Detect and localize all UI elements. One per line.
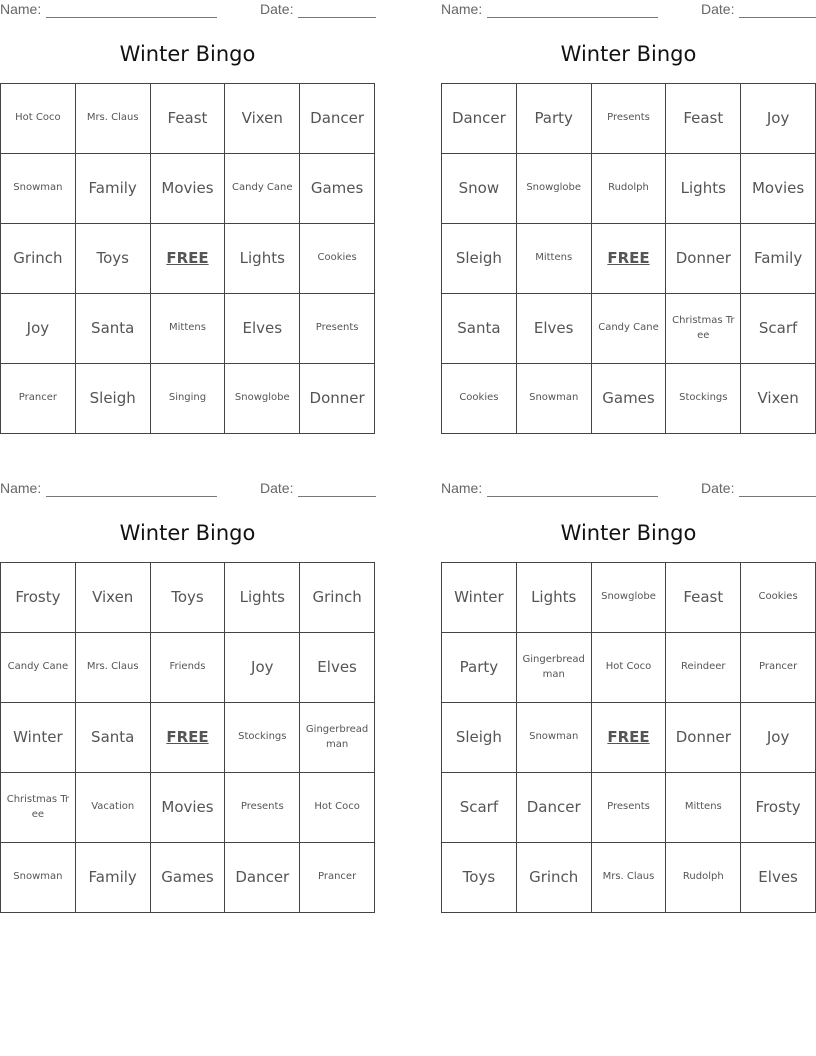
bingo-cell: Frosty: [1, 563, 76, 633]
bingo-cell: Snowman: [1, 843, 76, 913]
bingo-cell: Snow: [442, 154, 517, 224]
bingo-cell: Snowglobe: [592, 563, 667, 633]
bingo-card: [441, 479, 816, 913]
bingo-card: [0, 479, 375, 913]
name-blank: [487, 17, 658, 18]
bingo-cell: Mrs. Claus: [76, 84, 151, 154]
bingo-cell: Vixen: [76, 563, 151, 633]
date-label: Date:: [701, 480, 735, 496]
card-title: Winter Bingo: [560, 521, 697, 545]
bingo-grid: [0, 562, 375, 913]
bingo-cell: Games: [300, 154, 375, 224]
bingo-cell: Cookies: [442, 364, 517, 434]
bingo-cell: Reindeer: [666, 633, 741, 703]
bingo-cell: Scarf: [442, 773, 517, 843]
bingo-cell: Games: [151, 843, 226, 913]
name-label: Name:: [0, 1, 42, 17]
bingo-cell: Rudolph: [666, 843, 741, 913]
bingo-cell: Elves: [225, 294, 300, 364]
bingo-cell: Dancer: [442, 84, 517, 154]
bingo-cell: Snowman: [517, 364, 592, 434]
bingo-cell: Hot Coco: [592, 633, 667, 703]
bingo-cell: Presents: [592, 84, 667, 154]
name-blank: [46, 496, 217, 497]
bingo-cell: Candy Cane: [1, 633, 76, 703]
bingo-cell: Friends: [151, 633, 226, 703]
date-label: Date:: [701, 1, 735, 17]
bingo-cell: Candy Cane: [592, 294, 667, 364]
name-blank: [487, 496, 658, 497]
bingo-cell: Family: [76, 843, 151, 913]
bingo-cell: Party: [442, 633, 517, 703]
bingo-cell: Vixen: [741, 364, 816, 434]
bingo-cell: Snowglobe: [225, 364, 300, 434]
name-label: Name:: [441, 1, 483, 17]
bingo-cell: Movies: [151, 773, 226, 843]
name-date-line: [0, 1, 375, 21]
bingo-cell: Stockings: [225, 703, 300, 773]
bingo-grid: [441, 83, 816, 434]
bingo-cell: Dancer: [225, 843, 300, 913]
bingo-card: [0, 0, 375, 434]
bingo-cell: Sleigh: [76, 364, 151, 434]
bingo-cell: Elves: [300, 633, 375, 703]
bingo-cell: Movies: [741, 154, 816, 224]
bingo-cell: Toys: [442, 843, 517, 913]
name-blank: [46, 17, 217, 18]
bingo-cell: Grinch: [300, 563, 375, 633]
bingo-cell: Singing: [151, 364, 226, 434]
bingo-cell: Santa: [76, 294, 151, 364]
bingo-cell: Cookies: [741, 563, 816, 633]
bingo-cell: Winter: [1, 703, 76, 773]
date-blank: [739, 17, 816, 18]
bingo-cell: Joy: [741, 84, 816, 154]
bingo-cell: Vacation: [76, 773, 151, 843]
bingo-cell: Mittens: [517, 224, 592, 294]
bingo-cell: Prancer: [300, 843, 375, 913]
bingo-cell: Movies: [151, 154, 226, 224]
bingo-cell: Christmas Tree: [666, 294, 741, 364]
bingo-cell: Mittens: [666, 773, 741, 843]
bingo-cell: Family: [76, 154, 151, 224]
bingo-cell: Lights: [666, 154, 741, 224]
bingo-cell: Grinch: [1, 224, 76, 294]
card-title: Winter Bingo: [119, 521, 256, 545]
card-title: Winter Bingo: [560, 42, 697, 66]
bingo-cell: Party: [517, 84, 592, 154]
bingo-cell: Mrs. Claus: [76, 633, 151, 703]
free-space: FREE: [592, 224, 667, 294]
bingo-cell: Presents: [225, 773, 300, 843]
date-label: Date:: [260, 1, 294, 17]
date-blank: [739, 496, 816, 497]
bingo-cell: Prancer: [1, 364, 76, 434]
bingo-cell: Elves: [741, 843, 816, 913]
bingo-cell: Lights: [225, 224, 300, 294]
free-space: FREE: [151, 224, 226, 294]
date-blank: [298, 17, 376, 18]
bingo-cell: Santa: [442, 294, 517, 364]
bingo-cell: Scarf: [741, 294, 816, 364]
bingo-cell: Snowglobe: [517, 154, 592, 224]
date-blank: [298, 496, 376, 497]
bingo-cell: Donner: [300, 364, 375, 434]
bingo-cell: Snowman: [517, 703, 592, 773]
bingo-cell: Hot Coco: [300, 773, 375, 843]
bingo-cell: Games: [592, 364, 667, 434]
name-date-line: [441, 1, 816, 21]
bingo-cell: Prancer: [741, 633, 816, 703]
bingo-cell: Dancer: [300, 84, 375, 154]
card-title: Winter Bingo: [119, 42, 256, 66]
bingo-cell: Mrs. Claus: [592, 843, 667, 913]
bingo-cell: Joy: [1, 294, 76, 364]
name-label: Name:: [0, 480, 42, 496]
bingo-cell: Donner: [666, 703, 741, 773]
free-space: FREE: [151, 703, 226, 773]
bingo-cell: Feast: [151, 84, 226, 154]
bingo-cell: Stockings: [666, 364, 741, 434]
bingo-cell: Grinch: [517, 843, 592, 913]
bingo-grid: [441, 562, 816, 913]
bingo-cell: Mittens: [151, 294, 226, 364]
bingo-cell: Christmas Tree: [1, 773, 76, 843]
bingo-cell: Joy: [225, 633, 300, 703]
bingo-cell: Gingerbreadman: [517, 633, 592, 703]
bingo-cell: Winter: [442, 563, 517, 633]
bingo-cell: Presents: [592, 773, 667, 843]
bingo-cell: Vixen: [225, 84, 300, 154]
bingo-cell: Santa: [76, 703, 151, 773]
name-date-line: [0, 480, 375, 500]
bingo-cell: Sleigh: [442, 703, 517, 773]
bingo-cell: Elves: [517, 294, 592, 364]
bingo-cell: Feast: [666, 84, 741, 154]
bingo-cell: Donner: [666, 224, 741, 294]
bingo-card: [441, 0, 816, 434]
bingo-cell: Joy: [741, 703, 816, 773]
bingo-cell: Family: [741, 224, 816, 294]
name-label: Name:: [441, 480, 483, 496]
bingo-cell: Hot Coco: [1, 84, 76, 154]
bingo-cell: Frosty: [741, 773, 816, 843]
bingo-cell: Candy Cane: [225, 154, 300, 224]
bingo-cell: Rudolph: [592, 154, 667, 224]
bingo-cell: Snowman: [1, 154, 76, 224]
bingo-cell: Gingerbreadman: [300, 703, 375, 773]
bingo-cell: Dancer: [517, 773, 592, 843]
bingo-cell: Toys: [151, 563, 226, 633]
bingo-cell: Toys: [76, 224, 151, 294]
bingo-grid: [0, 83, 375, 434]
date-label: Date:: [260, 480, 294, 496]
name-date-line: [441, 480, 816, 500]
bingo-cell: Lights: [225, 563, 300, 633]
bingo-cell: Lights: [517, 563, 592, 633]
bingo-cell: Sleigh: [442, 224, 517, 294]
bingo-cell: Cookies: [300, 224, 375, 294]
free-space: FREE: [592, 703, 667, 773]
bingo-cell: Feast: [666, 563, 741, 633]
bingo-cell: Presents: [300, 294, 375, 364]
